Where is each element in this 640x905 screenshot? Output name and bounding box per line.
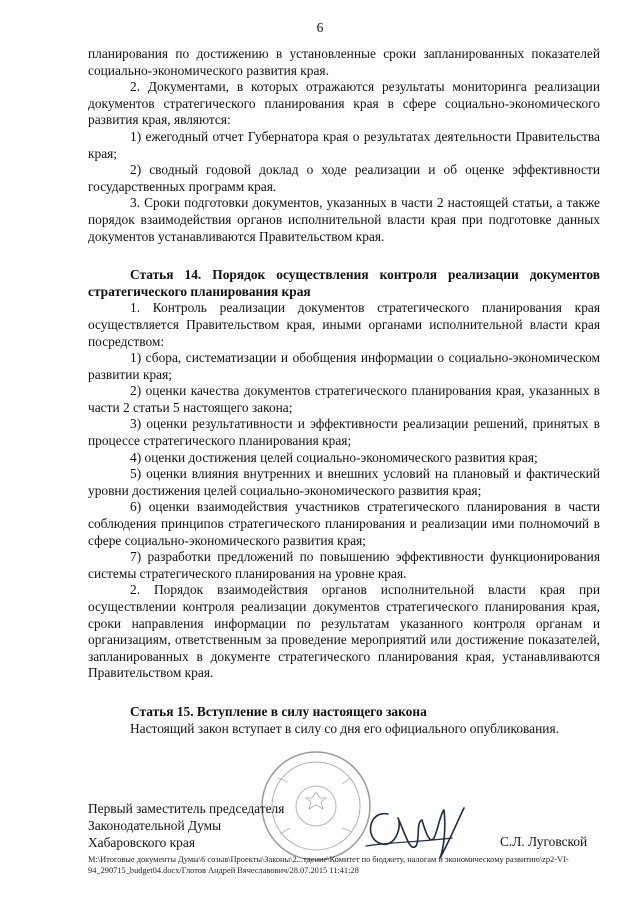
paragraph: 2. Документами, в которых отражаются результаты мониторинга реализации документов стратегического планирования края в сфере социально-экономического развития края, являются:	[88, 79, 600, 128]
document-body	[88, 46, 600, 737]
list-item: 7) разработки предложений по повышению эффективности функционирования системы стратегического планирования на уровне края.	[88, 549, 600, 581]
paragraph: 1. Контроль реализации документов стратегического планирования края осуществляется Правительством края, иными органами исполнительной власти края посредством:	[88, 300, 600, 349]
signatory-name: С.Л. Луговской	[500, 834, 588, 849]
list-item: 1) сбора, систематизации и обобщения информации о социально-экономическом развитии края;	[88, 350, 600, 382]
list-item: 4) оценки достижения целей социально-экономического развития края;	[130, 449, 538, 465]
list-item: 2) оценки качества документов стратегического планирования края, указанных в части 2 статьи 5 настоящего закона;	[88, 383, 600, 415]
paragraph: Настоящий закон вступает в силу со дня его официального опубликования.	[130, 720, 559, 736]
list-item: 3) оценки результативности и эффективности реализации решений, принятых в процессе стратегического планирования края;	[88, 416, 600, 449]
list-item: 1) ежегодный отчет Губернатора края о результатах деятельности Правительства края;	[88, 128, 600, 161]
list-item: 2) сводный годовой доклад о ходе реализации и об оценке эффективности государственных программ края.	[88, 162, 600, 194]
signatory-title-line: Первый заместитель председателя	[88, 801, 285, 816]
signatory-title-line: Законодательной Думы	[88, 818, 222, 833]
paragraph: 3. Сроки подготовки документов, указанных в части 2 настоящей статьи, а также порядок взаимодействия органов исполнительной власти края при подготовке данных документов устанавливаются Правительством края.	[88, 195, 600, 244]
article-14-heading: Статья 14. Порядок осуществления контроля реализации документов стратегического планирования края	[88, 267, 600, 299]
page-number: 6	[316, 20, 324, 35]
article-15-heading: Статья 15. Вступление в силу настоящего закона	[130, 703, 427, 719]
list-item: 5) оценки влияния внутренних и внешних условий на плановый и фактический уровни достижения целей социально-экономического развития края;	[88, 466, 600, 498]
paragraph: планирования по достижению в установленные сроки запланированных показателей социально-экономического развития края.	[88, 46, 600, 78]
signatory-title-line: Хабаровского края	[88, 835, 195, 850]
paragraph: 2. Порядок взаимодействия органов исполнительной власти края при осуществлении контроля реализации документов стратегического планирования края, сроки направления информации по результатам указанного контроля органам и организациям, ответственным за проведение мероприятий или достижение показателей, запланированных в документе стратегического планирования края, устанавливаются Правительством края.	[88, 582, 600, 681]
file-path-footer: М:\Итоговые документы Думы\6 созыв\Проекты\Законы\2...тдение\Комитет по бюджету, налогам и экономическому развитию\zp2-VI-94_290715_budget04.docx/Глотов Андрей Вячеславович/28.07.2015 11:41:28	[88, 855, 569, 875]
list-item: 6) оценки взаимодействия участников стратегического планирования в части соблюдения принципов стратегического планирования и реализации ими полномочий в сфере социально-экономического развития края;	[88, 499, 600, 548]
